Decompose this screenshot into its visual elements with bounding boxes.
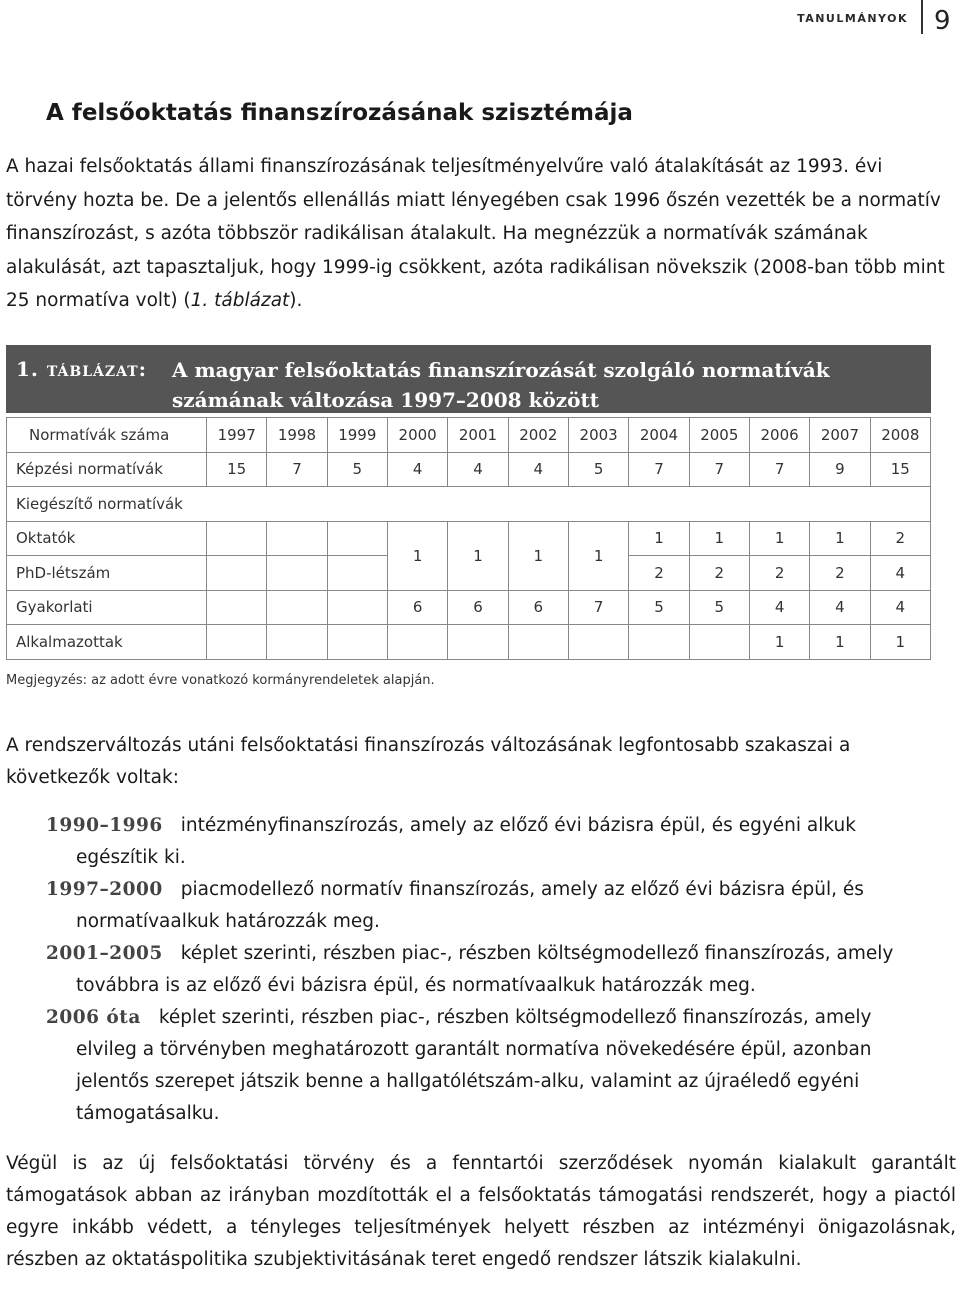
table-cell [629,625,689,660]
period-years: 2001–2005 [46,943,163,964]
year-cell: 2001 [448,418,508,453]
table-caption-label: 1. táblázat: [16,357,148,381]
table-cell: 7 [267,452,327,487]
table-cell: 7 [749,452,809,487]
table-cell: 4 [870,590,930,625]
list-item [46,810,926,874]
table-cell: 2 [749,556,809,591]
year-cell: 1999 [327,418,387,453]
table-row [7,625,931,660]
table-note: Megjegyzés: az adott évre vonatkozó kormányrendeletek alapján. [6,673,435,688]
running-head: tanulmányok [797,8,908,26]
table-cell: 1 [629,521,689,556]
table-cell: 1 [568,521,628,590]
period-text: piacmodellező normatív finanszírozás, amely az előző évi bázisra épül, és normatívaalkuk határozzák meg. [76,879,864,932]
row-label: Képzési normatívák [7,452,207,487]
table-cell [327,625,387,660]
table-cell: 1 [870,625,930,660]
table-cell: 7 [689,452,749,487]
table-cell [327,590,387,625]
table-cell [267,556,327,591]
table-cell: 2 [629,556,689,591]
table-cell: 4 [810,590,870,625]
table-cell: 4 [448,452,508,487]
table-cell [207,590,267,625]
year-cell: 2005 [689,418,749,453]
table-cell [207,556,267,591]
table-row [7,452,931,487]
table-cell: 15 [870,452,930,487]
table-cell: 1 [810,521,870,556]
body-paragraph: A rendszerváltozás utáni felsőoktatási finanszírozás változásának legfontosabb szakaszai a következők voltak: [6,735,851,788]
list-item [46,874,926,938]
table-cell [207,625,267,660]
body-paragraph: Végül is az új felsőoktatási törvény és a fenntartói szerződések nyomán kialakult garantált támogatások abban az irányban mozdították el a felsőoktatás támogatási rendszerét, hogy a piactól egyre inkább védett, a tényleges teljesítmények helyett részben az intézményi önigazolásnak, részben az oktatáspolitika szubjektivitásának teret engedő rendszer látszik kialakulni. [6,1153,956,1270]
row-label: Kiegészítő normatívák [7,487,931,522]
normativa-table [6,417,931,660]
table-cell: 4 [749,590,809,625]
table-cell [387,625,447,660]
table-cell: 5 [629,590,689,625]
table-cell: 1 [508,521,568,590]
table-row [7,590,931,625]
year-cell: 2007 [810,418,870,453]
period-text: képlet szerinti, részben piac-, részben költségmodellező finanszírozás, amely továbbra is az előző évi bázisra épül, és normatívaalkuk határozzák meg. [76,943,894,996]
table-cell: 5 [568,452,628,487]
table-cell [267,521,327,556]
table-cell: 7 [629,452,689,487]
table-cell: 6 [387,590,447,625]
table-cell [568,625,628,660]
row-label: Gyakorlati [7,590,207,625]
list-item [46,938,926,1002]
header-divider [921,0,923,34]
page-number: 9 [934,6,951,36]
year-cell: 2000 [387,418,447,453]
intro-text-end: ). [289,290,303,311]
table-cell: 5 [327,452,387,487]
table-cell: 7 [568,590,628,625]
period-years: 1990–1996 [46,815,163,836]
table-cell: 1 [810,625,870,660]
row-label: PhD-létszám [7,556,207,591]
table-cell: 4 [508,452,568,487]
table-cell [267,625,327,660]
table-cell: 1 [749,625,809,660]
table-row [7,487,931,522]
table-cell: 5 [689,590,749,625]
table-cell: 1 [448,521,508,590]
table-header-row [7,418,931,453]
period-list [46,810,926,1130]
table-cell [508,625,568,660]
table-cell [327,521,387,556]
year-cell: 2008 [870,418,930,453]
year-cell: 2003 [568,418,628,453]
table-cell: 6 [448,590,508,625]
table-cell [267,590,327,625]
table-cell [207,521,267,556]
table-cell: 4 [387,452,447,487]
table-cell: 1 [387,521,447,590]
year-cell: 1997 [207,418,267,453]
intro-paragraph [6,150,956,318]
year-cell: 2006 [749,418,809,453]
table-cell: 9 [810,452,870,487]
section-title: A felsőoktatás finanszírozásának szisztémája [46,100,633,126]
row-label: Oktatók [7,521,207,556]
intro-text: A hazai felsőoktatás állami finanszírozásának teljesítményelvűre való átalakítását az 1993. évi törvény hozta be. De a jelentős ellenállás miatt lényegében csak 1996 őszén vezették be a normatív finanszírozást, s azóta többször radikálisan átalakult. Ha megnézzük a normatívák számának alakulását, azt tapasztaljuk, hogy 1999-ig csökkent, azóta radikálisan növekszik (2008-ban több mint 25 normatíva volt) ( [6,156,945,311]
period-text: intézményfinanszírozás, amely az előző évi bázisra épül, és egyéni alkuk egészítik ki. [76,815,856,868]
table-row [7,521,931,556]
row-label: Alkalmazottak [7,625,207,660]
period-years: 1997–2000 [46,879,163,900]
header-label: Normatívák száma [7,418,207,453]
table-cell: 4 [870,556,930,591]
year-cell: 1998 [267,418,327,453]
table-cell: 2 [810,556,870,591]
table-reference: 1. táblázat [190,290,290,311]
table-cell: 6 [508,590,568,625]
table-caption-text: A magyar felsőoktatás finanszírozását szolgáló normatívák számának változása 1997–2008 között [172,358,830,412]
table-cell: 15 [207,452,267,487]
year-cell: 2002 [508,418,568,453]
table-cell [327,556,387,591]
table-cell: 2 [689,556,749,591]
table-cell [448,625,508,660]
period-years: 2006 óta [46,1007,141,1028]
period-text: képlet szerinti, részben piac-, részben költségmodellező finanszírozás, amely elvileg a törvényben meghatározott garantált normatíva növekedésére épül, azonban jelentős szerepet játszik benne a hallgatólétszám-alku, valamint az újraéledő egyéni támogatásalku. [76,1007,872,1124]
table-caption [6,345,931,413]
list-item [46,1002,926,1130]
table-cell: 2 [870,521,930,556]
table-cell [689,625,749,660]
year-cell: 2004 [629,418,689,453]
table-cell: 1 [749,521,809,556]
table-cell: 1 [689,521,749,556]
